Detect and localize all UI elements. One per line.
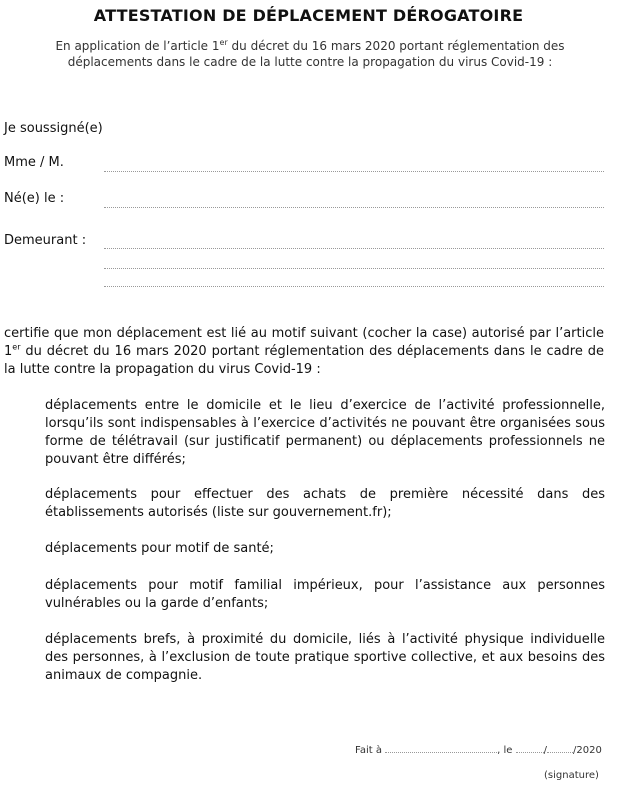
signature-line — [355, 745, 602, 756]
signature-label: (signature) — [544, 770, 599, 781]
birth-date-label: Né(e) le : — [4, 191, 65, 206]
reason-shopping: déplacements pour effectuer des achats de première nécessité dans des établissements autorisés (liste sur gouvernement.fr); — [45, 487, 605, 520]
address-field-line-3[interactable] — [104, 286, 604, 287]
date-separator: / — [543, 745, 548, 756]
address-label: Demeurant : — [4, 233, 87, 248]
reason-family: déplacements pour motif familial impérieux, pour l’assistance aux personnes vulnérables ou la garde d’enfants; — [45, 578, 605, 611]
name-label: Mme / M. — [4, 155, 64, 170]
place-field[interactable] — [385, 752, 497, 753]
reason-health: déplacements pour motif de santé; — [45, 541, 274, 556]
year-label: /2020 — [573, 745, 602, 756]
day-field[interactable] — [516, 752, 544, 753]
name-field[interactable] — [104, 171, 604, 172]
month-field[interactable] — [547, 752, 573, 753]
document-title: ATTESTATION DE DÉPLACEMENT DÉROGATOIRE — [93, 6, 524, 25]
date-label: , le — [497, 745, 513, 756]
address-field-line-1[interactable] — [104, 248, 604, 249]
certification-text: certifie que mon déplacement est lié au motif suivant (cocher la case) autorisé par l’article 1er du décret du 16 mars 2020 portant réglementation des déplacements dans le cadre de la lutte contre la propagation du virus Covid-19 : — [4, 326, 604, 377]
intro-text: En application de l’article 1er du décret du 16 mars 2020 portant réglementation des déplacements dans le cadre de la lutte contre la propagation du virus Covid-19 : — [55, 38, 565, 69]
address-field-line-2[interactable] — [104, 268, 604, 269]
birth-date-field[interactable] — [104, 207, 604, 208]
reason-professional: déplacements entre le domicile et le lieu d’exercice de l’activité professionnelle, lorsqu’ils sont indispensables à l’exercice d’activités ne pouvant être organisées sous forme de télétravail (sur justificatif permanent) ou déplacements professionnels ne pouvant être différés; — [45, 398, 605, 467]
reason-physical-activity: déplacements brefs, à proximité du domicile, liés à l’activité physique individuelle des personnes, à l’exclusion de toute pratique sportive collective, et aux besoins des animaux de compagnie. — [45, 632, 605, 683]
made-at-label: Fait à — [355, 745, 382, 756]
undersigned-label: Je soussigné(e) — [4, 121, 103, 136]
